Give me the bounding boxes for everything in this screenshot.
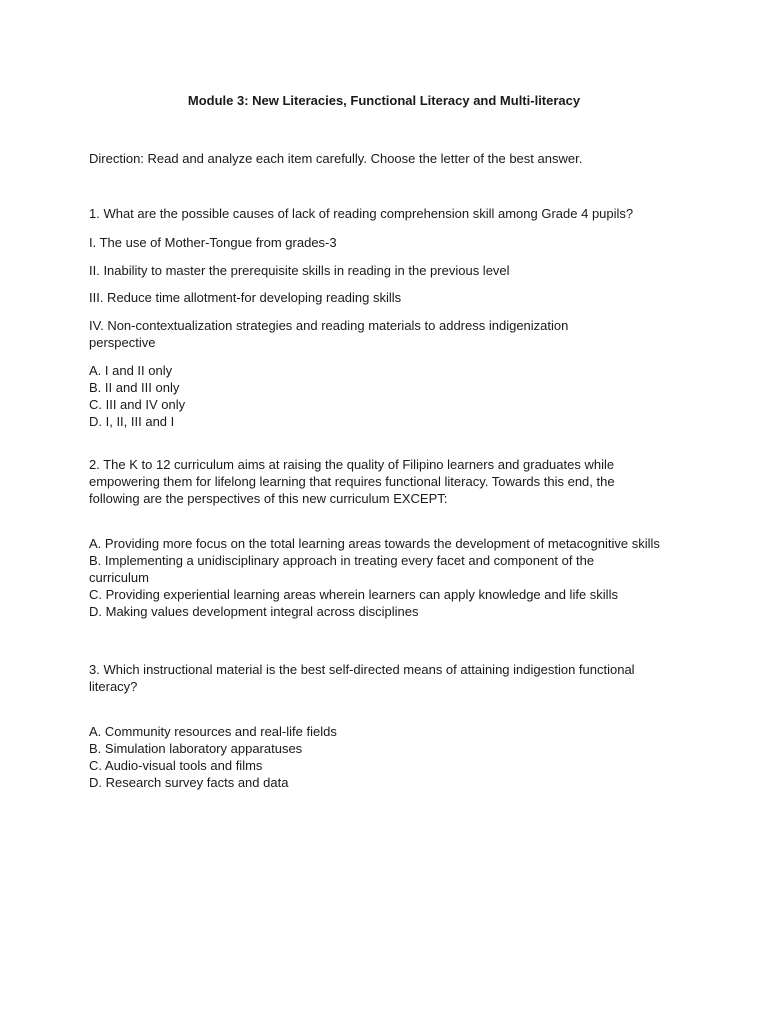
question-2-choices bbox=[89, 535, 674, 620]
question-1-statement: I. The use of Mother-Tongue from grades-3 bbox=[89, 235, 337, 250]
choice-option: B. Simulation laboratory apparatuses bbox=[89, 741, 303, 756]
question-1-statement: III. Reduce time allotment-for developing reading skills bbox=[89, 290, 402, 305]
choice-option: A. Community resources and real-life fields bbox=[89, 724, 337, 739]
direction-text: Direction: Read and analyze each item carefully. Choose the letter of the best answer. bbox=[89, 151, 583, 166]
choice-option: B. II and III only bbox=[89, 380, 180, 395]
question-3-stem: 3. Which instructional material is the best self-directed means of attaining indigestion functional literacy? bbox=[89, 662, 635, 694]
page-title: Module 3: New Literacies, Functional Literacy and Multi-literacy bbox=[187, 93, 581, 108]
choice-option: D. Research survey facts and data bbox=[89, 775, 289, 790]
question-3-choices bbox=[89, 723, 669, 791]
question-1-statement: II. Inability to master the prerequisite skills in reading in the previous level bbox=[89, 263, 510, 278]
question-1-choices bbox=[89, 362, 669, 430]
question-1-stem: 1. What are the possible causes of lack of reading comprehension skill among Grade 4 pupils? bbox=[89, 206, 634, 221]
question-2-stem: 2. The K to 12 curriculum aims at raising the quality of Filipino learners and graduates while empowering them for lifelong learning that requires functional literacy. Towards this end, the following are the perspectives of this new curriculum EXCEPT: bbox=[89, 457, 615, 506]
choice-option: D. I, II, III and I bbox=[89, 414, 175, 429]
choice-option: C. III and IV only bbox=[89, 397, 186, 412]
choice-option: B. Implementing a unidisciplinary approach in treating every facet and component of the curriculum bbox=[89, 553, 595, 585]
choice-option: A. Providing more focus on the total learning areas towards the development of metacognitive skills bbox=[89, 536, 660, 551]
choice-option: C. Providing experiential learning areas wherein learners can apply knowledge and life skills bbox=[89, 587, 618, 602]
question-1-statement: IV. Non-contextualization strategies and reading materials to address indigenization perspective bbox=[89, 318, 569, 350]
choice-option: C. Audio-visual tools and films bbox=[89, 758, 263, 773]
choice-option: D. Making values development integral across disciplines bbox=[89, 604, 419, 619]
choice-option: A. I and II only bbox=[89, 363, 173, 378]
